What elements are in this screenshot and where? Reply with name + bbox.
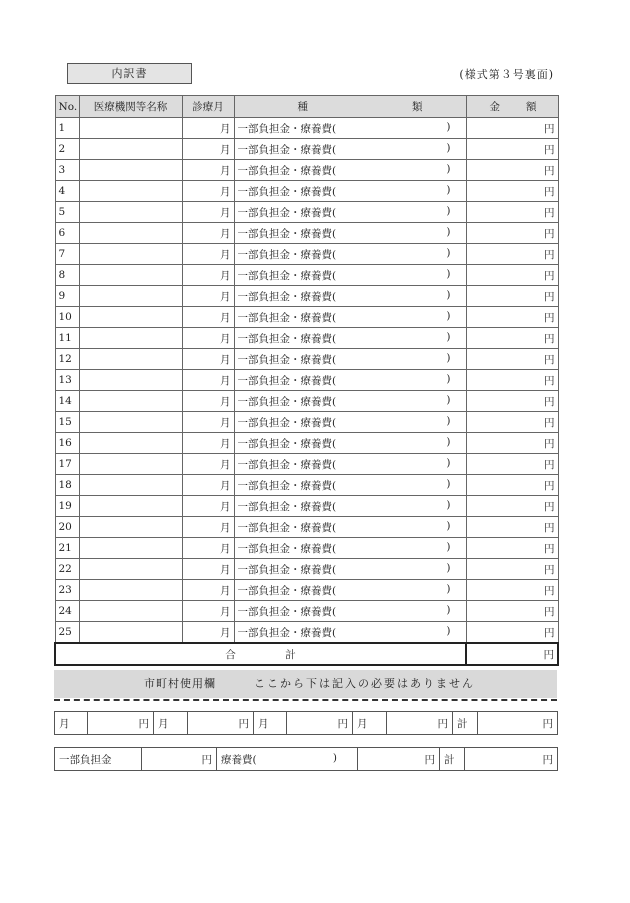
- institution-name-cell[interactable]: [79, 601, 182, 622]
- row-number: 13: [55, 370, 79, 391]
- institution-name-cell[interactable]: [79, 118, 182, 139]
- table-row: [55, 496, 558, 517]
- kind-cell[interactable]: [234, 244, 466, 265]
- institution-name-cell[interactable]: [79, 496, 182, 517]
- month-label-2: 月: [154, 712, 188, 735]
- kind-cell[interactable]: [234, 433, 466, 454]
- institution-name-cell[interactable]: [79, 202, 182, 223]
- kind-close: ): [446, 435, 451, 448]
- institution-name-cell[interactable]: [79, 349, 182, 370]
- month-label-3: 月: [254, 712, 287, 735]
- kind-close: ): [446, 141, 451, 154]
- medical-label-text: 療養費(: [221, 753, 257, 766]
- table-row: [55, 286, 558, 307]
- kind-text: 一部負担金・療養費(: [237, 290, 337, 303]
- kind-cell[interactable]: [234, 622, 466, 644]
- kind-text: 一部負担金・療養費(: [237, 521, 337, 534]
- kind-text: 一部負担金・療養費(: [237, 122, 337, 135]
- amount-cell[interactable]: 円: [466, 223, 558, 244]
- kind-text: 一部負担金・療養費(: [237, 416, 337, 429]
- kind-close: ): [446, 561, 451, 574]
- kind-cell[interactable]: [234, 223, 466, 244]
- month-total-label: 計: [453, 712, 478, 735]
- table-row: [55, 622, 558, 644]
- amount-cell[interactable]: 円: [466, 349, 558, 370]
- kind-cell[interactable]: [234, 118, 466, 139]
- kind-close: ): [446, 519, 451, 532]
- treatment-month-cell[interactable]: 月: [182, 601, 234, 622]
- institution-name-cell[interactable]: [79, 223, 182, 244]
- month-label-4: 月: [353, 712, 387, 735]
- kind-cell[interactable]: [234, 160, 466, 181]
- kind-text: 一部負担金・療養費(: [237, 584, 337, 597]
- institution-name-cell[interactable]: [79, 160, 182, 181]
- document-title: 内訳書: [67, 63, 192, 84]
- kind-close: ): [446, 267, 451, 280]
- row-number: 19: [55, 496, 79, 517]
- kind-close: ): [446, 477, 451, 490]
- amount-cell[interactable]: 円: [466, 202, 558, 223]
- treatment-month-cell[interactable]: 月: [182, 622, 234, 644]
- kind-cell[interactable]: [234, 580, 466, 601]
- amount-cell[interactable]: 円: [466, 265, 558, 286]
- header-amount-b: 額: [526, 101, 537, 113]
- kind-close: ): [446, 120, 451, 133]
- kind-text: 一部負担金・療養費(: [237, 458, 337, 471]
- burden-summary-table: [54, 747, 558, 771]
- kind-cell[interactable]: [234, 496, 466, 517]
- row-number: 8: [55, 265, 79, 286]
- table-row: [55, 139, 558, 160]
- row-number: 22: [55, 559, 79, 580]
- form-number: (様式第３号裏面): [459, 68, 554, 81]
- institution-name-cell[interactable]: [79, 475, 182, 496]
- amount-cell[interactable]: 円: [466, 580, 558, 601]
- amount-cell[interactable]: 円: [466, 370, 558, 391]
- amount-cell[interactable]: 円: [466, 538, 558, 559]
- kind-close: ): [446, 183, 451, 196]
- institution-name-cell[interactable]: [79, 244, 182, 265]
- table-row: [55, 328, 558, 349]
- kind-text: 一部負担金・療養費(: [237, 605, 337, 618]
- row-number: 1: [55, 118, 79, 139]
- row-number: 23: [55, 580, 79, 601]
- row-number: 18: [55, 475, 79, 496]
- amount-cell[interactable]: 円: [466, 181, 558, 202]
- treatment-month-cell[interactable]: 月: [182, 391, 234, 412]
- kind-cell[interactable]: [234, 601, 466, 622]
- treatment-month-cell[interactable]: 月: [182, 223, 234, 244]
- kind-text: 一部負担金・療養費(: [237, 227, 337, 240]
- treatment-month-cell[interactable]: 月: [182, 328, 234, 349]
- kind-close: ): [446, 456, 451, 469]
- kind-cell[interactable]: [234, 412, 466, 433]
- header-kind-b: 類: [412, 101, 423, 113]
- row-number: 5: [55, 202, 79, 223]
- table-row: [55, 244, 558, 265]
- institution-name-cell[interactable]: [79, 391, 182, 412]
- amount-cell[interactable]: 円: [466, 622, 558, 644]
- treatment-month-cell[interactable]: 月: [182, 118, 234, 139]
- table-row: [55, 349, 558, 370]
- header-institution: 医療機関等名称: [79, 96, 182, 118]
- total-label: [55, 643, 466, 665]
- medical-amount[interactable]: 円: [358, 748, 440, 771]
- burden-label: 一部負担金: [55, 748, 142, 771]
- kind-close: ): [446, 330, 451, 343]
- row-number: 3: [55, 160, 79, 181]
- table-row: [55, 202, 558, 223]
- treatment-month-cell[interactable]: 月: [182, 160, 234, 181]
- kind-cell[interactable]: [234, 349, 466, 370]
- header-month: 診療月: [182, 96, 234, 118]
- medical-label-close: ): [332, 751, 337, 764]
- kind-cell[interactable]: [234, 454, 466, 475]
- treatment-month-cell[interactable]: 月: [182, 349, 234, 370]
- kind-text: 一部負担金・療養費(: [237, 206, 337, 219]
- kind-cell[interactable]: [234, 391, 466, 412]
- kind-text: 一部負担金・療養費(: [237, 542, 337, 555]
- kind-close: ): [446, 498, 451, 511]
- city-use-section: [54, 670, 557, 698]
- kind-text: 一部負担金・療養費(: [237, 311, 337, 324]
- kind-cell[interactable]: [234, 181, 466, 202]
- treatment-month-cell[interactable]: 月: [182, 517, 234, 538]
- treatment-month-cell[interactable]: 月: [182, 244, 234, 265]
- kind-text: 一部負担金・療養費(: [237, 332, 337, 345]
- month-amount-4[interactable]: 円: [387, 712, 453, 735]
- institution-name-cell[interactable]: [79, 454, 182, 475]
- institution-name-cell[interactable]: [79, 559, 182, 580]
- kind-close: ): [446, 225, 451, 238]
- row-number: 17: [55, 454, 79, 475]
- row-number: 4: [55, 181, 79, 202]
- treatment-month-cell[interactable]: 月: [182, 370, 234, 391]
- amount-cell[interactable]: 円: [466, 307, 558, 328]
- row-number: 11: [55, 328, 79, 349]
- amount-cell[interactable]: 円: [466, 559, 558, 580]
- treatment-month-cell[interactable]: 月: [182, 433, 234, 454]
- treatment-month-cell[interactable]: 月: [182, 202, 234, 223]
- institution-name-cell[interactable]: [79, 580, 182, 601]
- month-summary-table: [54, 711, 558, 735]
- kind-text: 一部負担金・療養費(: [237, 395, 337, 408]
- table-row: [55, 307, 558, 328]
- treatment-month-cell[interactable]: 月: [182, 265, 234, 286]
- amount-cell[interactable]: 円: [466, 475, 558, 496]
- amount-cell[interactable]: 円: [466, 328, 558, 349]
- header-amount: [466, 96, 558, 118]
- table-row: [55, 601, 558, 622]
- table-row: [55, 559, 558, 580]
- burden-summary-row: [55, 748, 558, 771]
- table-row: [55, 370, 558, 391]
- header-amount-a: 金: [489, 101, 500, 113]
- kind-cell[interactable]: [234, 370, 466, 391]
- kind-cell[interactable]: [234, 307, 466, 328]
- row-number: 7: [55, 244, 79, 265]
- breakdown-table: [54, 95, 559, 666]
- amount-cell[interactable]: 円: [466, 118, 558, 139]
- kind-text: 一部負担金・療養費(: [237, 164, 337, 177]
- institution-name-cell[interactable]: [79, 370, 182, 391]
- table-row: [55, 265, 558, 286]
- kind-close: ): [446, 393, 451, 406]
- table-row: [55, 475, 558, 496]
- row-number: 21: [55, 538, 79, 559]
- kind-text: 一部負担金・療養費(: [237, 353, 337, 366]
- row-number: 14: [55, 391, 79, 412]
- amount-cell[interactable]: 円: [466, 412, 558, 433]
- month-summary-row: [55, 712, 558, 735]
- treatment-month-cell[interactable]: 月: [182, 139, 234, 160]
- kind-cell[interactable]: [234, 475, 466, 496]
- amount-cell[interactable]: 円: [466, 454, 558, 475]
- kind-text: 一部負担金・療養費(: [237, 143, 337, 156]
- city-use-label: 市町村使用欄: [144, 677, 216, 690]
- amount-cell[interactable]: 円: [466, 517, 558, 538]
- kind-text: 一部負担金・療養費(: [237, 479, 337, 492]
- kind-close: ): [446, 288, 451, 301]
- kind-close: ): [446, 204, 451, 217]
- row-number: 12: [55, 349, 79, 370]
- month-amount-3[interactable]: 円: [287, 712, 353, 735]
- treatment-month-cell[interactable]: 月: [182, 454, 234, 475]
- kind-cell[interactable]: [234, 328, 466, 349]
- institution-name-cell[interactable]: [79, 622, 182, 644]
- table-header-row: [55, 96, 558, 118]
- header-no: No.: [55, 96, 79, 118]
- table-row: [55, 118, 558, 139]
- institution-name-cell[interactable]: [79, 412, 182, 433]
- table-row: [55, 517, 558, 538]
- row-number: 10: [55, 307, 79, 328]
- row-number: 16: [55, 433, 79, 454]
- kind-text: 一部負担金・療養費(: [237, 626, 337, 639]
- institution-name-cell[interactable]: [79, 433, 182, 454]
- kind-close: ): [446, 162, 451, 175]
- table-row: [55, 391, 558, 412]
- kind-cell[interactable]: [234, 265, 466, 286]
- treatment-month-cell[interactable]: 月: [182, 412, 234, 433]
- kind-close: ): [446, 540, 451, 553]
- table-row: [55, 433, 558, 454]
- kind-text: 一部負担金・療養費(: [237, 500, 337, 513]
- kind-close: ): [446, 351, 451, 364]
- kind-cell[interactable]: [234, 202, 466, 223]
- kind-text: 一部負担金・療養費(: [237, 563, 337, 576]
- amount-cell[interactable]: 円: [466, 139, 558, 160]
- kind-cell[interactable]: [234, 559, 466, 580]
- kind-cell[interactable]: [234, 286, 466, 307]
- treatment-month-cell[interactable]: 月: [182, 496, 234, 517]
- kind-text: 一部負担金・療養費(: [237, 248, 337, 261]
- kind-cell[interactable]: [234, 139, 466, 160]
- amount-cell[interactable]: 円: [466, 244, 558, 265]
- table-row: [55, 223, 558, 244]
- institution-name-cell[interactable]: [79, 265, 182, 286]
- treatment-month-cell[interactable]: 月: [182, 559, 234, 580]
- institution-name-cell[interactable]: [79, 328, 182, 349]
- burden-total-label: 計: [440, 748, 465, 771]
- row-number: 24: [55, 601, 79, 622]
- table-row: [55, 181, 558, 202]
- row-number: 9: [55, 286, 79, 307]
- table-row: [55, 538, 558, 559]
- month-amount-1[interactable]: 円: [88, 712, 154, 735]
- month-total-amount[interactable]: 円: [478, 712, 558, 735]
- amount-cell[interactable]: 円: [466, 496, 558, 517]
- amount-cell[interactable]: 円: [466, 601, 558, 622]
- kind-close: ): [446, 372, 451, 385]
- table-row: [55, 580, 558, 601]
- kind-text: 一部負担金・療養費(: [237, 374, 337, 387]
- cut-line-divider: [54, 699, 557, 701]
- row-number: 15: [55, 412, 79, 433]
- institution-name-cell[interactable]: [79, 286, 182, 307]
- kind-close: ): [446, 624, 451, 637]
- month-label-1: 月: [55, 712, 88, 735]
- row-number: 20: [55, 517, 79, 538]
- treatment-month-cell[interactable]: 月: [182, 580, 234, 601]
- treatment-month-cell[interactable]: 月: [182, 307, 234, 328]
- kind-text: 一部負担金・療養費(: [237, 185, 337, 198]
- kind-close: ): [446, 414, 451, 427]
- row-number: 6: [55, 223, 79, 244]
- institution-name-cell[interactable]: [79, 139, 182, 160]
- kind-close: ): [446, 246, 451, 259]
- table-row: [55, 412, 558, 433]
- medical-label: [217, 748, 358, 771]
- table-row: [55, 160, 558, 181]
- kind-cell[interactable]: [234, 538, 466, 559]
- kind-text: 一部負担金・療養費(: [237, 437, 337, 450]
- treatment-month-cell[interactable]: 月: [182, 181, 234, 202]
- treatment-month-cell[interactable]: 月: [182, 538, 234, 559]
- total-label-b: 計: [285, 648, 296, 661]
- month-amount-2[interactable]: 円: [188, 712, 254, 735]
- burden-total-amount[interactable]: 円: [465, 748, 558, 771]
- kind-text: 一部負担金・療養費(: [237, 269, 337, 282]
- amount-cell[interactable]: 円: [466, 160, 558, 181]
- institution-name-cell[interactable]: [79, 517, 182, 538]
- kind-close: ): [446, 582, 451, 595]
- burden-amount[interactable]: 円: [142, 748, 217, 771]
- total-amount-cell[interactable]: 円: [466, 643, 558, 665]
- row-number: 2: [55, 139, 79, 160]
- treatment-month-cell[interactable]: 月: [182, 475, 234, 496]
- kind-close: ): [446, 309, 451, 322]
- amount-cell[interactable]: 円: [466, 433, 558, 454]
- amount-cell[interactable]: 円: [466, 286, 558, 307]
- header-kind-a: 種: [297, 101, 308, 113]
- row-number: 25: [55, 622, 79, 644]
- table-row: [55, 454, 558, 475]
- amount-cell[interactable]: 円: [466, 391, 558, 412]
- total-row: [55, 643, 558, 665]
- institution-name-cell[interactable]: [79, 307, 182, 328]
- kind-close: ): [446, 603, 451, 616]
- treatment-month-cell[interactable]: 月: [182, 286, 234, 307]
- total-label-a: 合: [225, 648, 236, 661]
- kind-cell[interactable]: [234, 517, 466, 538]
- institution-name-cell[interactable]: [79, 538, 182, 559]
- header-kind: [234, 96, 466, 118]
- city-use-note: ここから下は記入の必要はありません: [254, 677, 475, 690]
- institution-name-cell[interactable]: [79, 181, 182, 202]
